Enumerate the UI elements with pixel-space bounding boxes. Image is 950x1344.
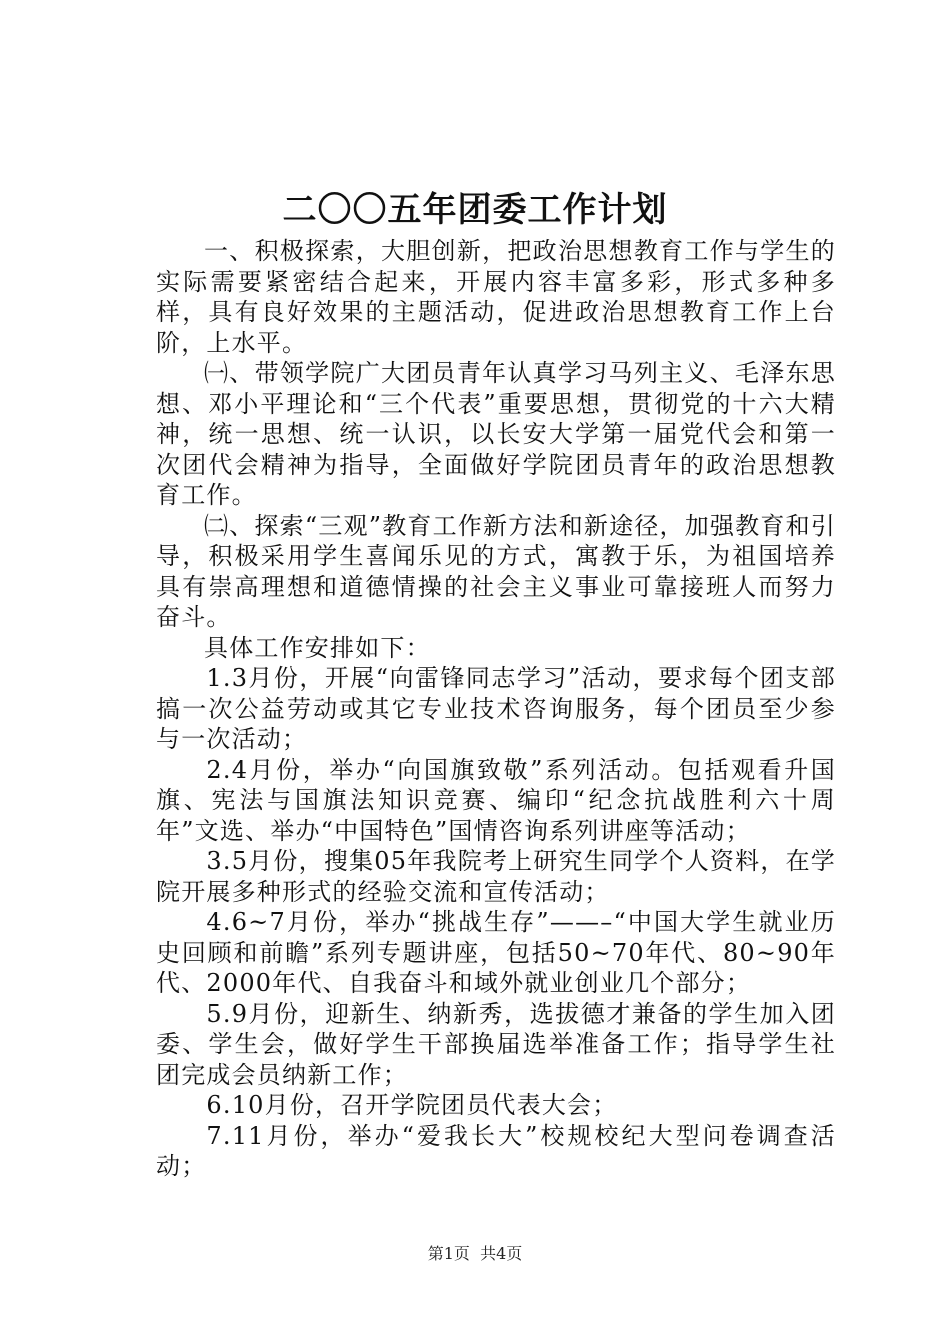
schedule-item: 6.10月份，召开学院团员代表大会； (206, 1091, 618, 1119)
page-total: 共4页 (480, 1244, 523, 1263)
schedule-item: 7.11月份，举办“爱我长大”校规校纪大型问卷调查活动； (156, 1121, 836, 1180)
page-number: 第1页 (427, 1244, 470, 1263)
paragraph-point-1: ㈠、带领学院广大团员青年认真学习马列主义、毛泽东思想、邓小平理论和“三个代表”重要思想，贯彻党的十六大精神，统一思想、统一认识，以长安大学第一届党代会和第一次团代会精神为指导，全面做好学院团员青年的政治思想教育工作。 (156, 359, 836, 509)
schedule-item: 5.9月份，迎新生、纳新秀，选拔德才兼备的学生加入团委、学生会，做好学生干部换届选举准备工作；指导学生社团完成会员纳新工作； (156, 999, 836, 1089)
page-footer (0, 1243, 950, 1265)
schedule-item: 4.6~7月份，举办“挑战生存”——–“中国大学生就业历史回顾和前瞻”系列专题讲座，包括50~70年代、80~90年代、2000年代、自我奋斗和域外就业创业几个部分； (156, 908, 836, 997)
paragraph-schedule-heading: 具体工作安排如下： (204, 633, 431, 662)
paragraph-intro: 一、积极探索，大胆创新，把政治思想教育工作与学生的实际需要紧密结合起来，开展内容丰富多彩，形式多种多样，具有良好效果的主题活动，促进政治思想教育工作上台阶，上水平。 (156, 237, 836, 357)
document-body (156, 236, 836, 1182)
document-title: 二〇〇五年团委工作计划 (282, 190, 668, 230)
schedule-item: 2.4月份，举办“向国旗致敬”系列活动。包括观看升国旗、宪法与国旗法知识竞赛、编印“纪念抗战胜利六十周年”文选、举办“中国特色”国情咨询系列讲座等活动； (156, 755, 836, 845)
paragraph-point-2: ㈡、探索“三观”教育工作新方法和新途径，加强教育和引导，积极采用学生喜闻乐见的方式，寓教于乐，为祖国培养具有崇高理想和道德情操的社会主义事业可靠接班人而努力奋斗。 (156, 511, 836, 631)
schedule-item: 1.3月份，开展“向雷锋同志学习”活动，要求每个团支部搞一次公益劳动或其它专业技术咨询服务，每个团员至少参与一次活动； (156, 664, 836, 753)
schedule-item: 3.5月份，搜集05年我院考上研究生同学个人资料，在学院开展多种形式的经验交流和宣传活动； (156, 847, 836, 906)
